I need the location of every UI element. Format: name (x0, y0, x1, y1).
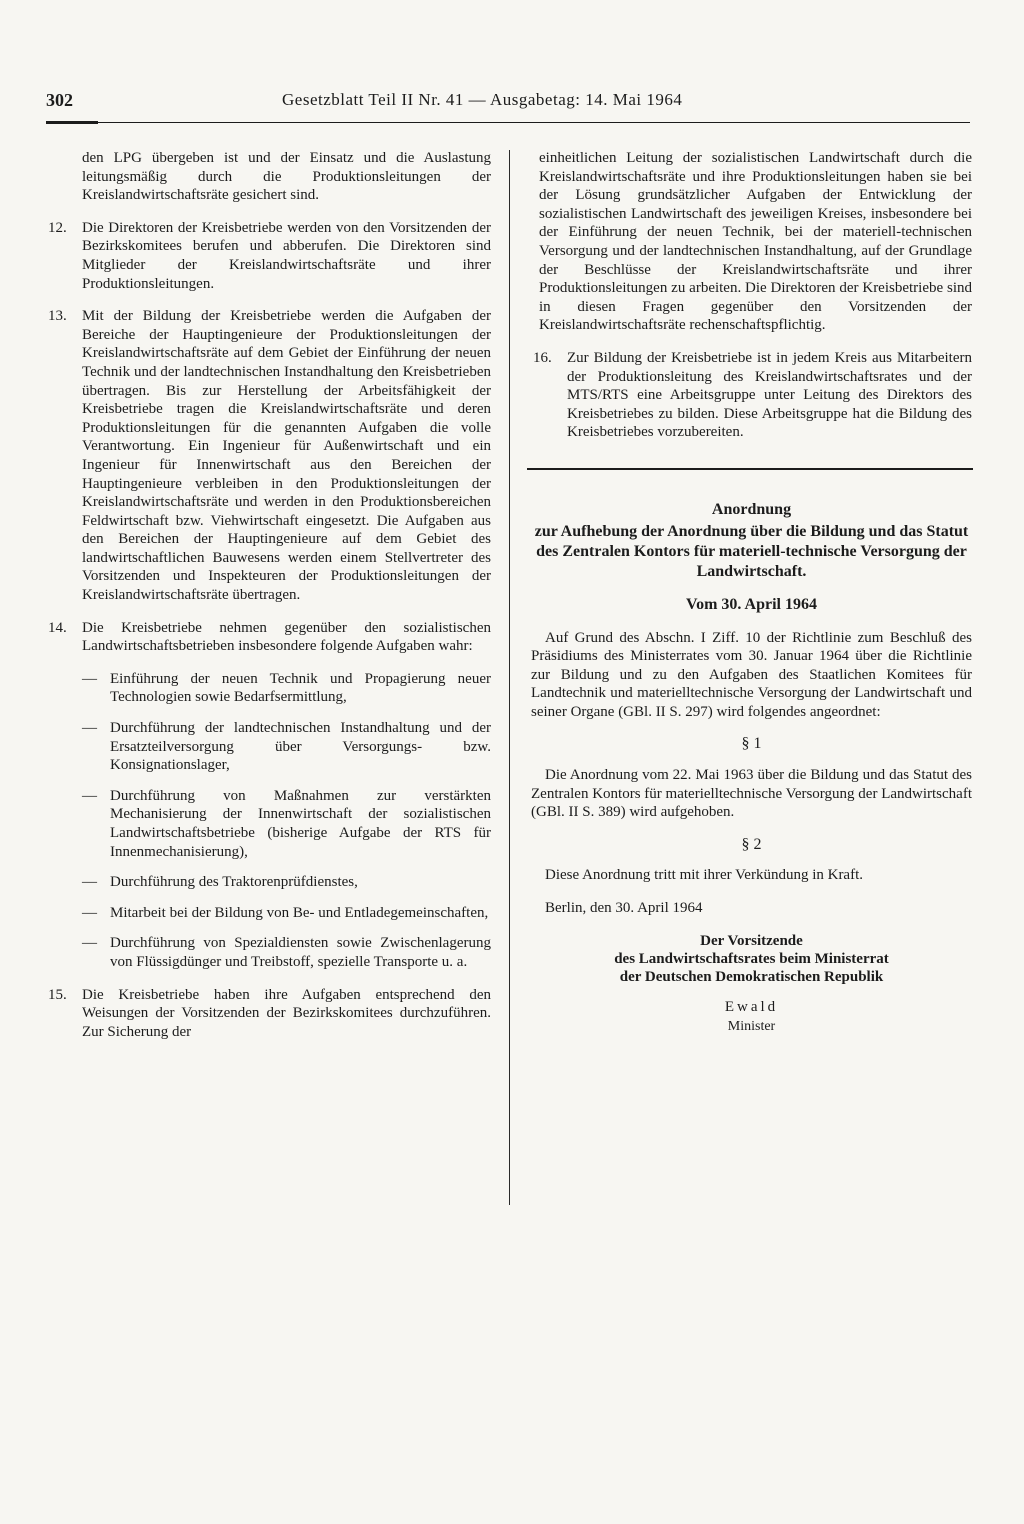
page-header (46, 88, 972, 114)
task-text: Durchführung des Traktorenprüfdienstes, (110, 874, 358, 891)
task-list-item (82, 934, 491, 971)
left-column (46, 149, 491, 1055)
place-and-date: Berlin, den 30. April 1964 (545, 900, 703, 917)
signer-role: Minister (727, 1019, 776, 1035)
dash-marker: — (82, 670, 97, 687)
continuation-paragraph: den LPG übergeben ist und der Einsatz und die Auslastung leitungsmäßig durch die Produktionsleitungen der Kreislandwirtschaftsräte gesichert sind. (82, 150, 491, 204)
list-item-16 (531, 349, 972, 442)
dash-marker: — (82, 935, 97, 952)
task-text: Einführung der neuen Technik und Propagierung neuer Technologien sowie Bedarfsermittlung, (110, 670, 491, 706)
header-rule-accent (46, 121, 98, 124)
signer-name: Ewald (724, 998, 779, 1015)
dash-marker: — (82, 904, 97, 921)
task-text: Mitarbeit bei der Bildung von Be- und Entladegemeinschaften, (110, 904, 489, 921)
continuation-paragraph: einheitlichen Leitung der sozialistischen Landwirtschaft durch die Kreislandwirtschaftsräte und ihre Produktionsleitungen haben sie bei der Lösung grundsätzlicher Aufgaben der Entwicklung der sozialistischen Landwirtschaft des jeweiligen Kreises, insbesondere bei der Einführung der neuen Technik, bei der materiell-technischen Versorgung und der landtechnischen Instandhaltung, auf der Grundlage der Beschlüsse der Kreislandwirtschaftsräte und ihrer Produktionsleitungen zu arbeiten. Die Direktoren der Kreisbetriebe sind in diesen Fragen gegenüber den Vorsitzenden der Kreislandwirtschaftsräte rechenschaftspflichtig. (539, 150, 972, 334)
list-item-14 (46, 619, 491, 972)
item-text: Mit der Bildung der Kreisbetriebe werden die Aufgaben der Bereiche der Hauptingenieure der Produktionsleitungen der Kreislandwirtschaftsräte auf dem Gebiet der Einführung der neuen Technik und der landtechnischen Instandhaltung den Kreisbetrieben übertragen. Bis zur Herstellung der Arbeitsfähigkeit der Kreisbetriebe tragen die Kreislandwirtschaftsräte und deren Produktionsleitungen für die genannten Aufgaben die volle Verantwortung. Ein Ingenieur für Außenwirtschaft und ein Ingenieur für Innenwirtschaft aus den Bereichen der Hauptingenieure verbleiben in den Produktionsleitungen der Kreislandwirtschaftsräte und werden in den Produktionsbereichen Feldwirtschaft bzw. Viehwirtschaft eingesetzt. Die Aufgaben aus den Bereichen der Hauptingenieure auf dem Gebiet des landwirtschaftlichen Bauwesens werden einem Stellvertreter des Vorsitzenden und Inspekteuren der Produktionsleitungen der Kreislandwirtschaftsräte übertragen. (82, 308, 491, 604)
dash-marker: — (82, 720, 97, 737)
item-number: 13. (48, 308, 67, 325)
item-text: Die Kreisbetriebe nehmen gegenüber den sozialistischen Landwirtschaftsbetrieben insbesondere folgende Aufgaben wahr: (82, 619, 491, 655)
task-text: Durchführung der landtechnischen Instandhaltung und der Ersatzteilversorgung über Versorgungs- bzw. Konsignationslager, (110, 720, 491, 774)
ordinance-date: Vom 30. April 1964 (686, 595, 817, 613)
ordinance-preamble: Auf Grund des Abschn. I Ziff. 10 der Richtlinie zum Beschluß des Präsidiums des Ministerrates vom 30. Januar 1964 über die Richtlinie zur Bildung und zu den Aufgaben des Staatlichen Komitees für Landtechnik und materielltechnische Versorgung der Landwirtschaft und seiner Organe (GBl. II S. 297) wird folgendes angeordnet: (531, 629, 972, 720)
task-text: Durchführung von Spezialdiensten sowie Zwischenlagerung von Flüssigdünger und Treibstoff, spezielle Transporte u. a. (110, 935, 491, 970)
signature-line: der Deutschen Demokratischen Republik (619, 968, 884, 985)
task-list-item (82, 873, 491, 892)
task-list (82, 670, 491, 972)
item-text: Die Direktoren der Kreisbetriebe werden von den Vorsitzenden der Bezirkskomitees berufen und abberufen. Die Direktoren sind Mitglieder der Kreislandwirtschaftsräte und ihrer Produktionsleitungen. (82, 219, 491, 292)
column-divider (509, 150, 510, 1205)
signature-line: des Landwirtschaftsrates beim Ministerrat (614, 950, 889, 967)
item-text: Die Kreisbetriebe haben ihre Aufgaben entsprechend den Weisungen der Vorsitzenden der Bezirkskomitees durchzuführen. Zur Sicherung der (82, 986, 491, 1040)
task-list-item (82, 904, 491, 923)
page-number: 302 (46, 90, 73, 110)
list-item-15 (46, 986, 491, 1042)
task-list-item (82, 787, 491, 861)
item-number: 14. (48, 619, 67, 636)
task-text: Durchführung von Maßnahmen zur verstärkten Mechanisierung der Innenwirtschaft der sozialistischen Landwirtschaftsbetriebe (bisherige Aufgabe der RTS für Innenmechanisierung), (110, 787, 491, 860)
item-number: 16. (533, 349, 552, 366)
section-2-text: Diese Anordnung tritt mit ihrer Verkündung in Kraft. (545, 867, 864, 884)
signature-block (531, 932, 972, 986)
task-list-item (82, 719, 491, 775)
right-column (531, 149, 972, 1037)
header-rule (98, 122, 970, 123)
item-number: 15. (48, 986, 67, 1003)
section-2-mark: § 2 (741, 835, 762, 853)
section-1-text: Die Anordnung vom 22. Mai 1963 über die Bildung und das Statut des Zentralen Kontors für materielltechnische Versorgung der Landwirtschaft (GBl. II S. 389) wird aufgehoben. (531, 767, 972, 821)
item-number: 12. (48, 219, 67, 236)
list-item-13 (46, 307, 491, 605)
task-list-item (82, 670, 491, 707)
ordinance-heading: Anordnung (711, 500, 792, 518)
list-item-12 (46, 219, 491, 293)
signature-line: Der Vorsitzende (700, 932, 803, 949)
running-head: Gesetzblatt Teil II Nr. 41 — Ausgabetag: 14. Mai 1964 (282, 90, 683, 109)
dash-marker: — (82, 787, 97, 804)
ordinance-title: zur Aufhebung der Anordnung über die Bildung und das Statut des Zentralen Kontors für materiell-technische Versorgung der Landwirtschaft. (534, 522, 969, 580)
dash-marker: — (82, 874, 97, 891)
item-text: Zur Bildung der Kreisbetriebe ist in jedem Kreis aus Mitarbeitern der Produktionsleitung des Kreislandwirtschaftsrates und der MTS/RTS eine Arbeitsgruppe unter Leitung des Direktors des Kreisbetriebes zu bilden. Diese Arbeitsgruppe hat die Bildung des Kreisbetriebes vorzubereiten. (567, 349, 972, 441)
section-divider (527, 468, 973, 470)
section-1-mark: § 1 (741, 735, 762, 753)
